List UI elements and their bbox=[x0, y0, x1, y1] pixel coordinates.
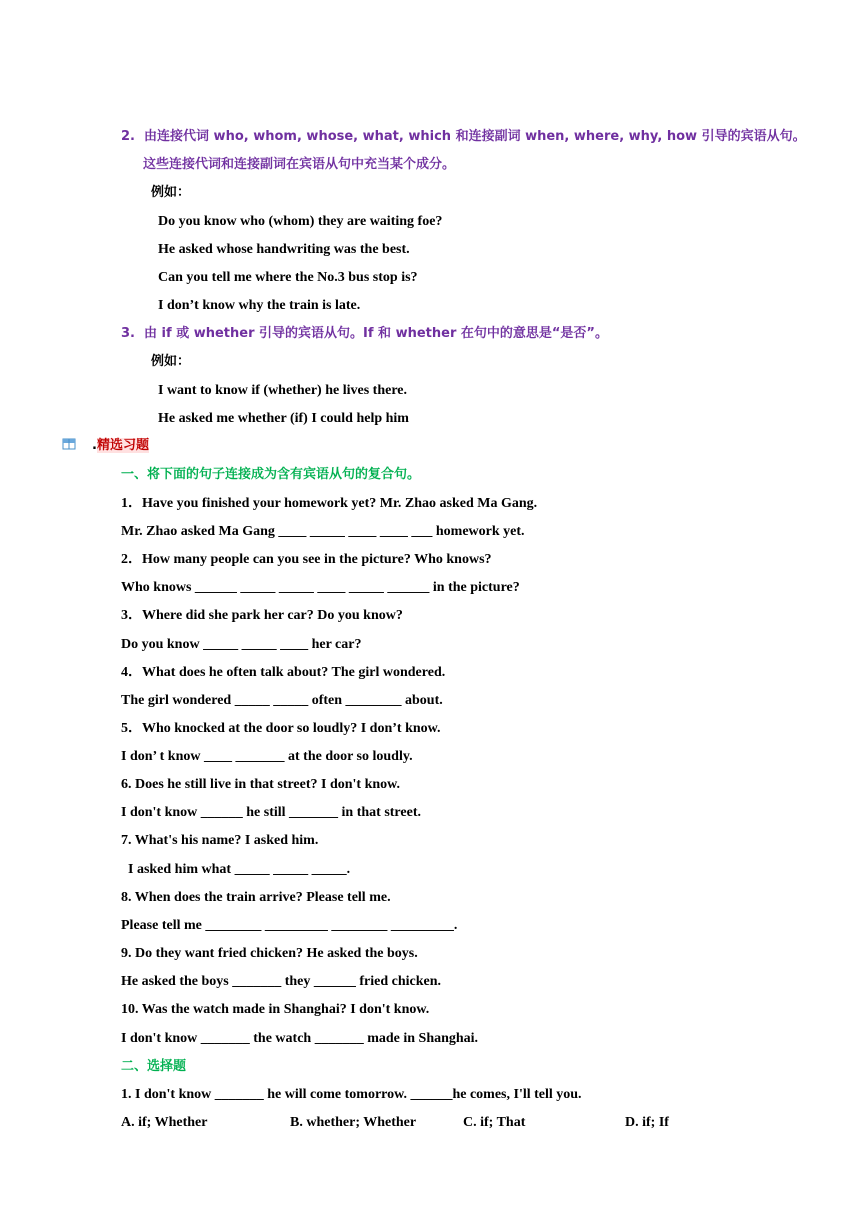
answer-line: Do you know _____ _____ ____ her car? bbox=[121, 637, 362, 652]
example-label: 例如： bbox=[151, 354, 191, 369]
question-line: 1．Have you finished your homework yet? Mr. Zhao asked Ma Gang. bbox=[121, 496, 538, 511]
answer-line: I asked him what _____ _____ _____. bbox=[121, 862, 351, 877]
example-sentence: Do you know who (whom) they are waiting foe? bbox=[158, 214, 443, 229]
question-line: 5．Who knocked at the door so loudly? I don’t know. bbox=[121, 721, 441, 736]
example-sentence: I don’t know why the train is late. bbox=[158, 298, 361, 313]
answer-line: Who knows ______ _____ _____ ____ _____ ______ in the picture? bbox=[121, 580, 520, 595]
question-line: 7. What's his name? I asked him. bbox=[121, 833, 319, 848]
question-line: 8. When does the train arrive? Please tell me. bbox=[121, 890, 391, 905]
question-line: 9. Do they want fried chicken? He asked the boys. bbox=[121, 946, 418, 961]
item3-line: 3. 由 if 或 whether 引导的宾语从句。If 和 whether 在句中的意思是“是否”。 bbox=[121, 326, 608, 341]
question-line: 2．How many people can you see in the picture? Who knows? bbox=[121, 552, 492, 567]
question-line: 4．What does he often talk about? The girl wondered. bbox=[121, 665, 446, 680]
answer-line: Please tell me ________ _________ ________ _________. bbox=[121, 918, 458, 933]
part1-title: 一、将下面的句子连接成为含有宾语从句的复合句。 bbox=[121, 467, 421, 482]
example-sentence: He asked me whether (if) I could help him bbox=[158, 411, 409, 426]
answer-line: I don't know ______ he still _______ in that street. bbox=[121, 805, 421, 820]
option-b: B. whether; Whether bbox=[290, 1115, 417, 1130]
choice-question: 1. I don't know _______ he will come tomorrow. ______he comes, I'll tell you. bbox=[121, 1087, 582, 1102]
example-sentence: Can you tell me where the No.3 bus stop is? bbox=[158, 270, 418, 285]
answer-line: Mr. Zhao asked Ma Gang ____ _____ ____ ____ ___ homework yet. bbox=[121, 524, 525, 539]
question-line: 3．Where did she park her car? Do you know? bbox=[121, 608, 403, 623]
question-line: 6. Does he still live in that street? I don't know. bbox=[121, 777, 400, 792]
answer-line: I don't know _______ the watch _______ made in Shanghai. bbox=[121, 1031, 479, 1046]
item2-line2: 这些连接代词和连接副词在宾语从句中充当某个成分。 bbox=[143, 157, 456, 172]
part2-title: 二、选择题 bbox=[121, 1059, 187, 1074]
option-d: D. if; If bbox=[625, 1115, 669, 1130]
example-label: 例如： bbox=[151, 185, 191, 200]
example-sentence: I want to know if (whether) he lives there. bbox=[158, 383, 407, 398]
answer-line: The girl wondered _____ _____ often ________ about. bbox=[121, 693, 443, 708]
question-line: 10. Was the watch made in Shanghai? I don't know. bbox=[121, 1002, 430, 1017]
answer-line: I don’ t know ____ _______ at the door so loudly. bbox=[121, 749, 413, 764]
option-c: C. if; That bbox=[463, 1115, 526, 1130]
exercise-header bbox=[92, 437, 149, 455]
option-a: A. if; Whether bbox=[121, 1115, 208, 1130]
item2-line1: 2. 由连接代词 who, whom, whose, what, which 和连接副词 when, where, why, how 引导的宾语从句。 bbox=[121, 129, 806, 144]
answer-line: He asked the boys _______ they ______ fried chicken. bbox=[121, 974, 442, 989]
book-icon bbox=[62, 437, 76, 451]
example-sentence: He asked whose handwriting was the best. bbox=[158, 242, 410, 257]
exercise-header-prefix: . bbox=[92, 438, 97, 453]
exercise-header-title: 精选习题 bbox=[96, 438, 149, 453]
